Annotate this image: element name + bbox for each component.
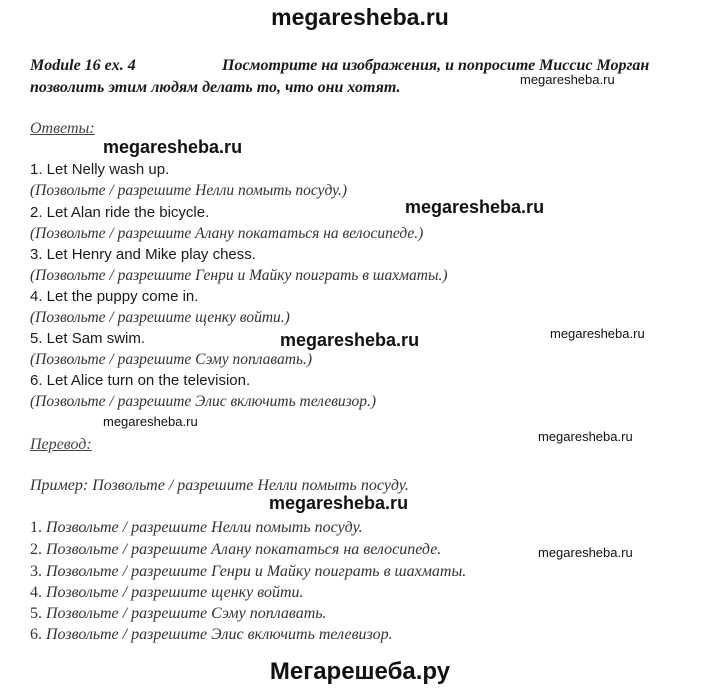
site-title: megaresheba.ru xyxy=(271,4,449,30)
watermark: megaresheba.ru xyxy=(103,137,243,157)
translation-item-5 xyxy=(30,605,327,623)
translation-number: 1. xyxy=(30,519,42,536)
watermark: megaresheba.ru xyxy=(280,330,420,350)
watermark: megaresheba.ru xyxy=(103,414,198,429)
translation-text: Позвольте / разрешите Алану покататься на велосипеде. xyxy=(46,541,442,558)
answer-ru-1: (Позвольте / разрешите Нелли помыть посуду.) xyxy=(30,182,348,199)
answer-ru-6: (Позвольте / разрешите Элис включить телевизор.) xyxy=(30,393,377,410)
translation-item-6 xyxy=(30,626,393,644)
answer-en-2: 2. Let Alan ride the bicycle. xyxy=(30,204,210,221)
answer-en-6: 6. Let Alice turn on the television. xyxy=(30,372,251,389)
task-instruction-line1: Посмотрите на изображения, и попросите Миссис Морган xyxy=(222,57,650,74)
translation-text: Позвольте / разрешите щенку войти. xyxy=(46,584,304,601)
translation-text: Позвольте / разрешите Сэму поплавать. xyxy=(46,605,327,622)
translation-number: 4. xyxy=(30,584,42,601)
watermark: megaresheba.ru xyxy=(405,197,545,217)
answers-heading: Ответы: xyxy=(30,120,95,137)
translation-number: 3. xyxy=(30,563,42,580)
task-instruction-line2: позволить этим людям делать то, что они хотят. xyxy=(30,79,401,96)
watermark: megaresheba.ru xyxy=(538,429,633,444)
translation-item-4 xyxy=(30,584,304,602)
answer-en-1: 1. Let Nelly wash up. xyxy=(30,161,170,178)
translation-item-1 xyxy=(30,519,363,537)
answer-ru-4: (Позвольте / разрешите щенку войти.) xyxy=(30,309,290,326)
watermark: megaresheba.ru xyxy=(520,72,615,87)
watermark: megaresheba.ru xyxy=(550,326,645,341)
module-label: Module 16 ex. 4 xyxy=(30,57,136,74)
translation-example: Пример: Позвольте / разрешите Нелли помыть посуду. xyxy=(30,477,409,494)
translation-heading: Перевод: xyxy=(30,436,92,453)
translation-text: Позвольте / разрешите Нелли помыть посуду. xyxy=(46,519,363,536)
translation-item-2 xyxy=(30,541,441,559)
footer-title: Мегарешеба.ру xyxy=(269,658,451,685)
answer-en-4: 4. Let the puppy come in. xyxy=(30,288,199,305)
translation-text: Позвольте / разрешите Элис включить телевизор. xyxy=(46,626,393,643)
translation-number: 5. xyxy=(30,605,42,622)
answer-ru-3: (Позвольте / разрешите Генри и Майку поиграть в шахматы.) xyxy=(30,267,448,284)
answer-ru-5: (Позвольте / разрешите Сэму поплавать.) xyxy=(30,351,313,368)
translation-number: 2. xyxy=(30,541,42,558)
answer-en-5: 5. Let Sam swim. xyxy=(30,330,146,347)
translation-item-3 xyxy=(30,563,466,581)
watermark: megaresheba.ru xyxy=(538,545,633,560)
answer-ru-2: (Позвольте / разрешите Алану покататься на велосипеде.) xyxy=(30,225,424,242)
watermark: megaresheba.ru xyxy=(269,493,409,513)
translation-text: Позвольте / разрешите Генри и Майку поиграть в шахматы. xyxy=(46,563,467,580)
translation-number: 6. xyxy=(30,626,42,643)
answer-en-3: 3. Let Henry and Mike play chess. xyxy=(30,246,256,263)
